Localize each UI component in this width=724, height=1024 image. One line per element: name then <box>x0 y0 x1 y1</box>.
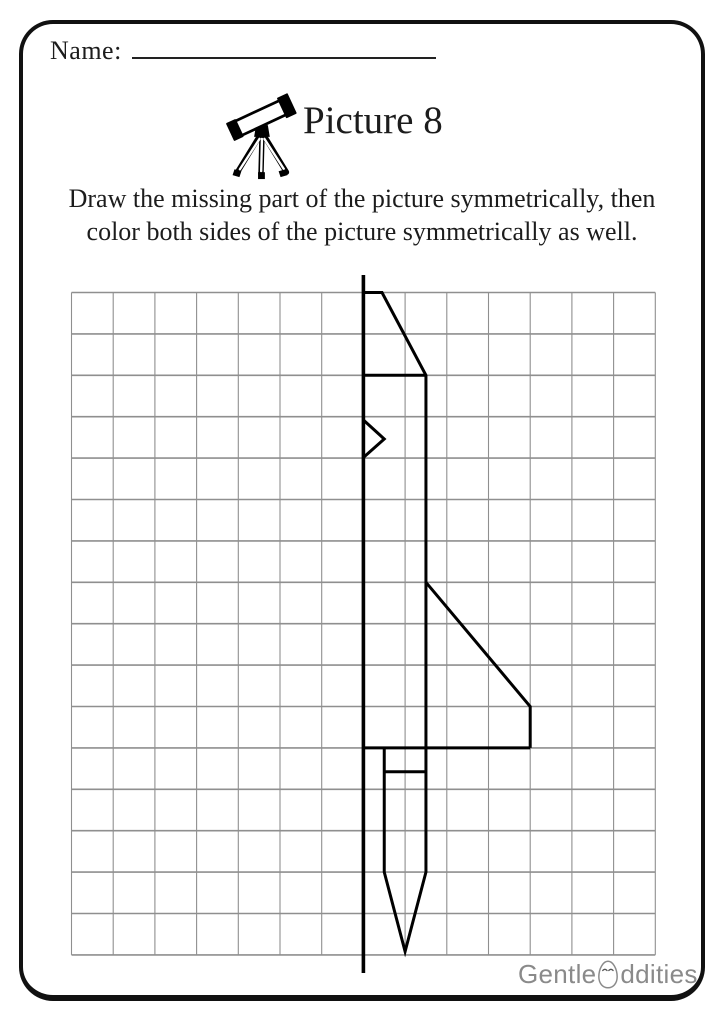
instructions-line-1: Draw the missing part of the picture symmetrically, then <box>68 184 656 213</box>
nose-body-booster-outline <box>363 293 426 952</box>
name-blank-line <box>132 39 436 59</box>
brand-prefix: Gentle <box>518 959 597 989</box>
brand-suffix: ddities <box>620 959 698 989</box>
telescope-icon <box>220 84 300 182</box>
brand-logo <box>518 959 698 990</box>
window-chevron <box>363 420 384 458</box>
instructions <box>0 182 724 248</box>
symmetry-grid-canvas <box>60 265 690 985</box>
instructions-line-2: color both sides of the picture symmetrically as well. <box>86 217 638 246</box>
name-row <box>50 36 436 66</box>
egg-face-icon <box>597 959 619 990</box>
name-label: Name: <box>50 36 122 65</box>
page-title: Picture 8 <box>303 99 443 142</box>
